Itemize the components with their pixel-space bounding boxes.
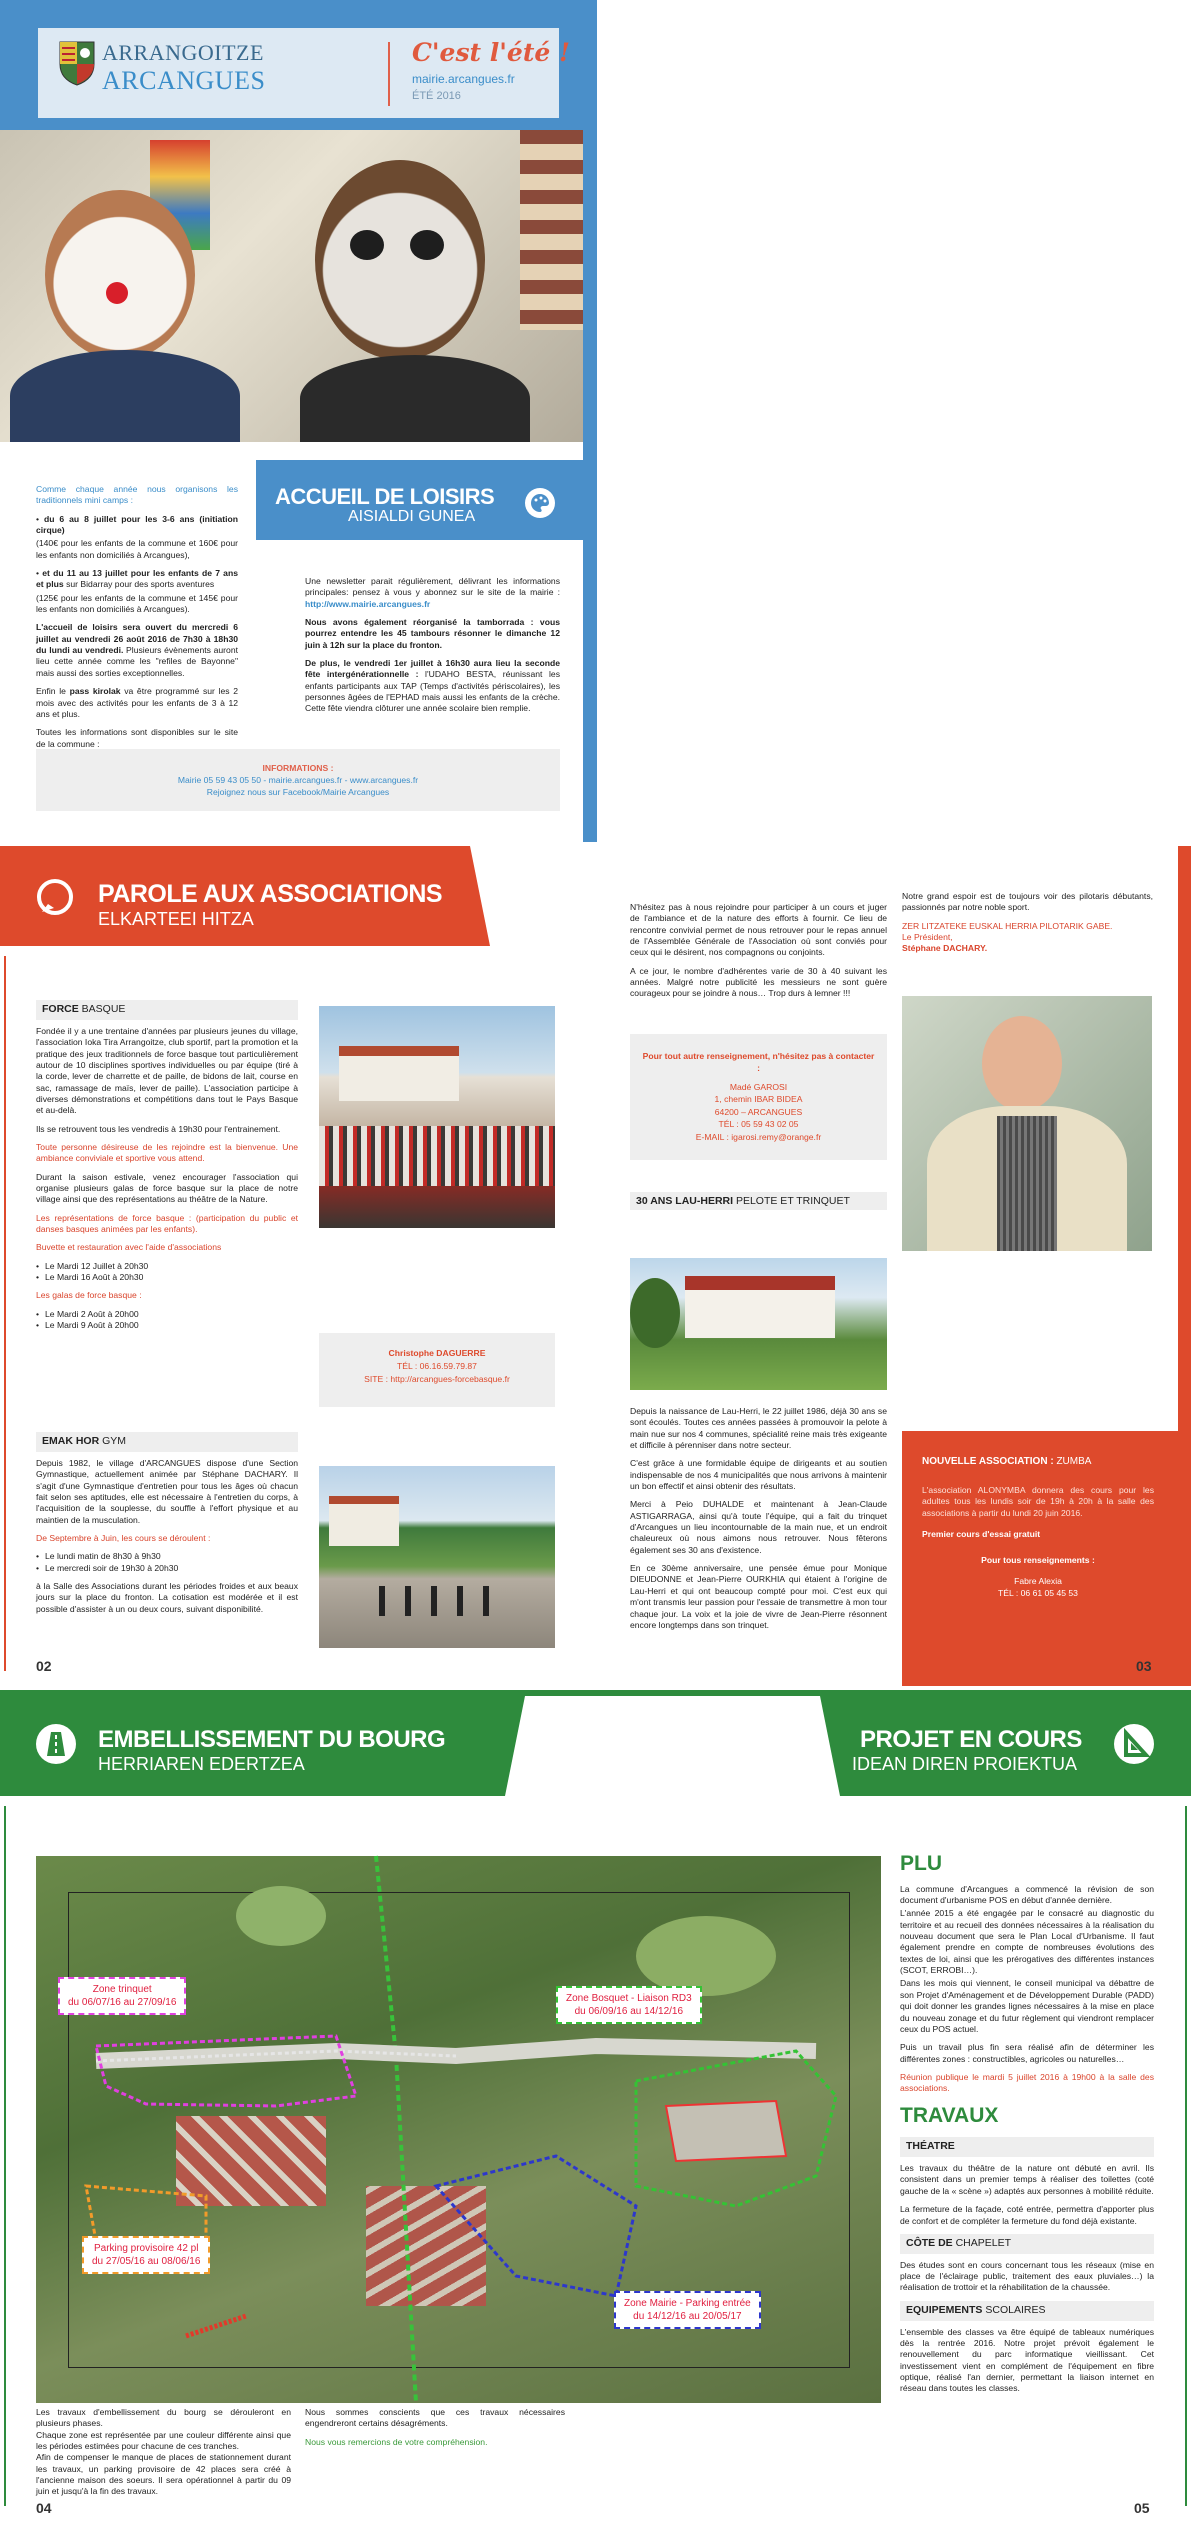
rens-addr1: 1, chemin IBAR BIDEA <box>714 1094 803 1105</box>
label-parking: Parking provisoire 42 pl du 27/05/16 au 08/06/16 <box>82 2236 210 2274</box>
trinquet-photo <box>630 1258 887 1390</box>
zumba3: Pour tous renseignements : <box>981 1554 1095 1565</box>
lau4: En ce 30ème anniversaire, une pensée émue pour Monique DIEUDONNE et Jean-Pierre OURKHIA qui étaient à l'origine de Lau-Herri et qui ont beaucoup compté pour moi. C'est eux qui m'ont transmis leur passion pour l'essaie de transmettre à mon tour chaque jour. La voix et la joie de vivre de Jean-Pierre résonnent encore longtemps dans son trinquet. <box>630 1563 887 1630</box>
intro: Comme chaque année nous organisons les traditionnels mini camps : <box>36 484 238 506</box>
page3-subtitle: HERRIAREN EDERTZEA <box>98 1754 305 1774</box>
rens-addr2: 64200 – ARCANGUES <box>714 1106 803 1117</box>
header-divider <box>388 42 390 106</box>
lau-sig: ZER LITZATEKE EUSKAL HERRIA PILOTARIK GABE. <box>902 920 1113 931</box>
equip1: L'ensemble des classes va être équipé de tableaux numériques dès la rentrée 2016. Notre projet prévoit également le renouvellement du parc informatique vieillissant. Cet investissement vient en complément de l'équipement en fibre optique, réalisé l'an dernier, permettant la liaison internet en réseau dans toutes les classes. <box>900 2326 1154 2394</box>
rens-box <box>630 1034 887 1160</box>
rens-name: Madé GAROSI <box>729 1081 788 1092</box>
lau-sig2: Le Président, <box>902 932 953 943</box>
list-item: • Le Mardi 16 Août à 20h30 <box>36 1272 298 1283</box>
page3-left-rule <box>4 1806 6 2506</box>
zumba2: Premier cours d'essai gratuit <box>922 1529 1041 1540</box>
page-1 <box>0 0 597 842</box>
info-box <box>36 749 560 811</box>
buvette: Buvette et restauration avec l'aide d'associations <box>36 1242 222 1253</box>
building <box>339 1046 459 1101</box>
clown-nose <box>106 282 128 304</box>
rens-title: Pour tout autre renseignement, n'hésitez pas à contacter : <box>642 1051 875 1074</box>
works5: Nous vous remercions de votre compréhension. <box>305 2436 488 2447</box>
president-shirt <box>997 1116 1057 1251</box>
accueil-title: ACCUEIL DE LOISIRS <box>275 484 495 509</box>
works-col1 <box>36 2407 291 2497</box>
members: A ce jour, le nombre d'adhérentes varie de 30 à 40 suivant les années. Malgré notre publicité les messieurs ne sont guère courageux pour se joindre à nous… Trop durs à lemner !!! <box>630 965 887 999</box>
emak-sept: De Septembre à Juin, les cours se déroulent : <box>36 1532 211 1543</box>
page1-left-column <box>36 484 238 780</box>
page3-number-left: 04 <box>36 2500 52 2516</box>
page-3 <box>0 1690 1191 2526</box>
page2-col3 <box>902 891 1153 962</box>
page2-right-band <box>1178 846 1191 1686</box>
works2: Chaque zone est représentée par une couleur différente ainsi que les périodes estimées pour chacune de ces tranches. <box>36 2429 291 2452</box>
lau-sig3: Stéphane DACHARY. <box>902 943 988 954</box>
page3-right-rule <box>1185 1806 1187 2506</box>
welcome: Toute personne désireuse de les rejoindre est la bienvenue. Une ambiance conviviale et sportive vous attend. <box>36 1141 298 1164</box>
speech-bubble-icon <box>36 878 74 916</box>
works1: Les travaux d'embellissement du bourg se dérouleront en plusieurs phases. <box>36 2407 291 2429</box>
coat-of-arms-icon <box>58 40 96 86</box>
page3-title: EMBELLISSEMENT DU BOURG <box>98 1726 446 1753</box>
info-title: INFORMATIONS : <box>262 763 334 773</box>
contact-site[interactable]: SITE : http://arcangues-forcebasque.fr <box>364 1373 510 1384</box>
training: Ils se retrouvent tous les vendredis à 19h30 pour l'entrainement. <box>36 1123 281 1134</box>
page2-col1 <box>36 1000 298 1338</box>
page2-title: PAROLE AUX ASSOCIATIONS <box>98 880 443 908</box>
page3-subtitle2: IDEAN DIREN PROIEKTUA <box>852 1754 1078 1774</box>
list-item: • Le Mardi 12 Juillet à 20h30 <box>36 1261 298 1272</box>
lau5: Notre grand espoir est de toujours voir des pilotaris débutants, passionnés par notre noble sport. <box>902 891 1153 913</box>
page1-right-band <box>583 0 597 842</box>
plu4: Puis un travail plus fin sera réalisé afin de déterminer les différentes zones : constructibles, agricoles ou naturelles… <box>900 2042 1154 2064</box>
newsletter: Une newsletter parait régulièrement, délivrant les informations principales: pensez à vous y abonnez sur le site de la mairie : http://www.mairie.arcangues.fr <box>305 576 560 609</box>
page1-right-column <box>305 576 560 722</box>
camp2: • et du 11 au 13 juillet pour les enfants de 7 ans et plus sur Bidarray pour des sports aventures <box>36 568 238 590</box>
page2-subtitle: ELKARTEEI HITZA <box>98 909 254 929</box>
lau2: C'est grâce à une formidable équipe de dirigeants et au soutien indispensable de nos 4 municipalités que nous arrivons à maintenir un bon effectif et ainsi obtenir des résultats. <box>630 1458 887 1492</box>
list-item: • Le mercredi soir de 19h30 à 20h30 <box>36 1563 298 1574</box>
camp1-price: (140€ pour les enfants de la commune et 160€ pour les enfants non domiciliés à Arcangues), <box>36 538 238 560</box>
list-item: • Le lundi matin de 8h30 à 9h30 <box>36 1551 298 1562</box>
force-basque-photo <box>319 1006 555 1228</box>
road-icon <box>36 1724 76 1764</box>
theatre1: Les travaux du théâtre de la nature ont débuté en avril. Ils consistent dans un premier temps à réaliser des toilettes (coté gauche de la « scène ») adaptés aux personnes à mobilité réduite. <box>900 2163 1154 2196</box>
page-2 <box>0 846 1191 1686</box>
galas: Les galas de force basque : <box>36 1290 142 1301</box>
cote-heading: CÔTE DE CHAPELET <box>900 2234 1154 2254</box>
equip-heading: EQUIPEMENTS SCOLAIRES <box>900 2301 1154 2321</box>
aerial-map <box>36 1856 881 2403</box>
accueil-subtitle: AISIALDI GUNEA <box>348 508 476 525</box>
info-line: Toutes les informations sont disponibles sur le site de la commune : <box>36 727 238 749</box>
rens-mail[interactable]: E-MAIL : igarosi.remy@orange.fr <box>695 1131 822 1142</box>
president-head <box>982 1016 1062 1111</box>
child-left-face <box>45 190 195 360</box>
zumba-box <box>902 1431 1178 1686</box>
list-item: • Le Mardi 9 Août à 20h00 <box>36 1320 298 1331</box>
zumba5: TÉL : 06 61 05 45 53 <box>998 1588 1078 1599</box>
force-contact-box <box>319 1333 555 1407</box>
contact-name: Christophe DAGUERRE <box>388 1348 486 1358</box>
list-item: • Le Mardi 2 Août à 20h00 <box>36 1309 298 1320</box>
dates1-list <box>36 1261 298 1284</box>
logo-line2: ARCANGUES <box>102 66 266 95</box>
rens-tel: TÉL : 05 59 43 02 05 <box>718 1119 799 1130</box>
trinquet-building <box>685 1276 835 1338</box>
page2-left-rule <box>4 956 6 1671</box>
zumba4: Fabre Alexia <box>1014 1576 1062 1587</box>
camp1: • du 6 au 8 juillet pour les 3-6 ans (initiation cirque) <box>36 513 238 536</box>
child-left-body <box>10 350 240 442</box>
child-right-face <box>315 160 485 360</box>
force-basque-heading: FORCE BASQUE <box>36 1000 298 1020</box>
plu3: Dans les mois qui viennent, le conseil municipal va débattre de son Projet d'Aménagement et de Développement Durable (PADD) qui doit donner les grandes lignes nécessaires à la mise en place du nouveau zonage et du futur règlement qui viendront remplacer ceux du POS actuel. <box>900 1978 1154 2034</box>
zumba-heading: NOUVELLE ASSOCIATION : ZUMBA <box>922 1456 1092 1467</box>
label-zone-bosquet: Zone Bosquet - Liaison RD3 du 06/09/16 au 14/12/16 <box>556 1986 702 2024</box>
summer-title: C'est l'été ! <box>412 38 570 67</box>
label-zone-mairie: Zone Mairie - Parking entrée du 14/12/16 au 20/05/17 <box>614 2291 761 2329</box>
works3: Afin de compenser le manque de places de stationnement durant les travaux, un parking provisoire de 42 places sera créé à l'ancienne maison des soeurs. Il sera opérationnel à partir du 09 juin et jusqu'à la fin des travaux. <box>36 2452 291 2497</box>
works4: Nous sommes conscients que ces travaux nécessaires engendreront certains désagréments. <box>305 2407 565 2429</box>
reps: Les représentations de force basque : (participation du public et danses basques animées par les enfants). <box>36 1212 298 1235</box>
emak-text: Depuis 1982, le village d'ARCANGUES dispose d'une Section Gymnastique, actuellement animée par Stéphane DACHARY. Il s'agit d'une Gymnastique d'entretien pour tous les âges où chacun fait selon ses aptitudes, elle est nécessaire à l'entretien du corps, à l'acquisition de la souplesse, du souffle à l'effort physique et au maintien de la musculation. <box>36 1457 298 1525</box>
contact-tel: TÉL : 06.16.59.79.87 <box>397 1360 477 1371</box>
works-col2 <box>305 2407 565 2455</box>
kirolak: Enfin le pass kirolak va être programmé sur les 2 mois avec des activités pour les enfants de 3 à 12 ans et plus. <box>36 686 238 719</box>
lau-heading: 30 ANS LAU-HERRI PELOTE ET TRINQUET <box>630 1192 887 1210</box>
page2-number-left: 02 <box>36 1658 52 1674</box>
info-fb: Rejoignez nous sur Facebook/Mairie Arcangues <box>206 787 390 798</box>
join: N'hésitez pas à nous rejoindre pour participer à un cours et juger de l'ambiance et de la nature des efforts à fournir. Ce lieu de rencontre convivial permet de nous retrouver pour le repas annuel de l'Assemblée Générale de l'Association où sont conviés pour ceux qui le désirent, nos compagnons ou conjoints. <box>630 902 887 958</box>
logo-line1: ARRANGOITZE <box>102 40 264 65</box>
bookshelf <box>520 130 583 330</box>
info-contact: Mairie 05 59 43 05 50 - mairie.arcangues.fr - www.arcangues.fr <box>177 775 419 786</box>
zumba1: L'association ALONYMBA donnera des cours pour les adultes tous les lundis soir de 19h à 20h à la salle des associations à partir du lundi 20 juin 2016. <box>922 1484 1154 1518</box>
emak-end: à la Salle des Associations durant les périodes froides et aux beaux jours sur la place du fronton. La cotisation est modérée et il est possible d'assister à un ou deux cours, suivant disponibilité. <box>36 1580 298 1614</box>
theatre2: La fermeture de la façade, coté entrée, permettra d'apporter plus de confort et de compléter la fermeture du fond déjà existante. <box>900 2204 1154 2226</box>
dates2-list <box>36 1309 298 1332</box>
crowd <box>319 1126 555 1186</box>
label-zone-trinquet: Zone trinquet du 06/07/16 au 27/09/16 <box>58 1977 186 2015</box>
triangle-ruler-icon <box>1114 1724 1154 1764</box>
cote1: Des études sont en cours concernant tous les réseaux (mise en place de l'éclairage public, traitement des eaux pluviales…) la réalisation de trottoir et la réhabilitation de la chaussée. <box>900 2259 1154 2293</box>
page3-right-column <box>900 1850 1154 2402</box>
lau3: Merci à Peio DUHALDE et maintenant à Jean-Claude ASTIGARRAGA, ainsi qu'à toute l'équipe, qui a fait du trinquet d'Arcangues un lieu incontournable de la main nue, et un endroit chaleureux où nous aimons nous retrouver. Nous fêterons également ses 30 ans d'existence. <box>630 1499 887 1555</box>
theatre-heading: THÉATRE <box>900 2137 1154 2157</box>
palette-icon <box>525 488 555 518</box>
plu5: Réunion publique le mardi 5 juillet 2016 à 19h00 à la salle des associations. <box>900 2071 1154 2094</box>
page2-col2 <box>630 902 887 1007</box>
gym-building <box>329 1496 399 1546</box>
gym-people <box>359 1586 509 1616</box>
page3-title2: PROJET EN COURS <box>860 1726 1082 1753</box>
skull-eye-right <box>410 230 444 260</box>
camp2-price: (125€ pour les enfants de la commune et 145€ pour les enfants non domiciliés à Arcangues). <box>36 592 238 615</box>
site-url[interactable]: mairie.arcangues.fr <box>412 72 515 86</box>
lau-text <box>630 1406 887 1638</box>
page3-number-right: 05 <box>1134 2500 1150 2516</box>
child-right-body <box>300 355 530 442</box>
fete: De plus, le vendredi 1er juillet à 16h30 aura lieu la seconde fête intergénérationnelle : l'UDAHO BESTA, réunissant les enfants participants aux TAP (Temps d'activités périscolaires), les personnes âgées de l'EPHAD mais aussi les enfants de la crèche. Cette fête viendra clôturer une année scolaire bien remplie. <box>305 658 560 714</box>
emak-section <box>36 1432 298 1622</box>
plu2: L'année 2015 a été engagée par le consacré au diagnostic du territoire et au recueil des données nécessaires à la réalisation du nouveau document que sera le Plan Local d'Urbanisme. Il faut également prendre en compte de nombreuses évolutions des textes de loi, ainsi que les prérogatives des différentes instances (SCOT, ERROBI…). <box>900 1908 1154 1976</box>
lau1: Depuis la naissance de Lau-Herri, le 22 juillet 1986, déjà 30 ans se sont écoulés. Toutes ces années passées à promouvoir la pelote à main nue sur nos 4 communes, spécialité reine mais très exigeante et difficile à pérenniser dans notre secteur. <box>630 1406 887 1451</box>
skull-eye-left <box>350 230 384 260</box>
force-text: Fondée il y a une trentaine d'années par plusieurs jeunes du village, l'association Ioka Tira Arrangoitze, club sportif, part la promotion et la pratique des jeux traditionnels de force basque tout particulièrement autour de 10 disciplines sportives individuelles ou par équipe (tiré à la corde, lever de charrette et de paille, de bidons de lait, course en sac, ramassage de maïs, lever de paille). L'association participe à diverses démonstrations et compétitions dans tout le Pays Basque et au-delà. <box>36 1025 298 1116</box>
president-photo <box>902 996 1152 1251</box>
emak-heading: EMAK HOR GYM <box>36 1432 298 1452</box>
tamborrada: Nous avons également réorganisé la tamborrada : vous pourrez entendre les 45 tambours résonner le dimanche 12 juin à 12h sur la place du fronton. <box>305 617 560 650</box>
page2-number-right: 03 <box>1136 1658 1152 1674</box>
summer-text: Durant la saison estivale, venez encourager l'association qui organise plusieurs galas de force basque sur la place de notre village ainsi que des représentations au théâtre de la Nature. <box>36 1171 298 1205</box>
travaux-heading: TRAVAUX <box>900 2103 999 2127</box>
plu1: La commune d'Arcangues a commencé la révision de son document d'urbanisme POS en début d'année dernière. <box>900 1883 1154 1906</box>
edition: ÉTÉ 2016 <box>412 90 461 102</box>
opening: L'accueil de loisirs sera ouvert du mercredi 6 juillet au vendredi 26 août 2016 de 7h30 à 18h30 du lundi au vendredi. Plusieurs évènements auront lieu cette année comme les "refiles de Bayonne" mais aussi des sorties exceptionnelles. <box>36 622 238 678</box>
trinquet-tree <box>630 1278 680 1348</box>
gym-photo <box>319 1466 555 1648</box>
emak-days-list <box>36 1551 298 1574</box>
plu-heading: PLU <box>900 1852 942 1875</box>
cover-photo <box>0 130 583 442</box>
